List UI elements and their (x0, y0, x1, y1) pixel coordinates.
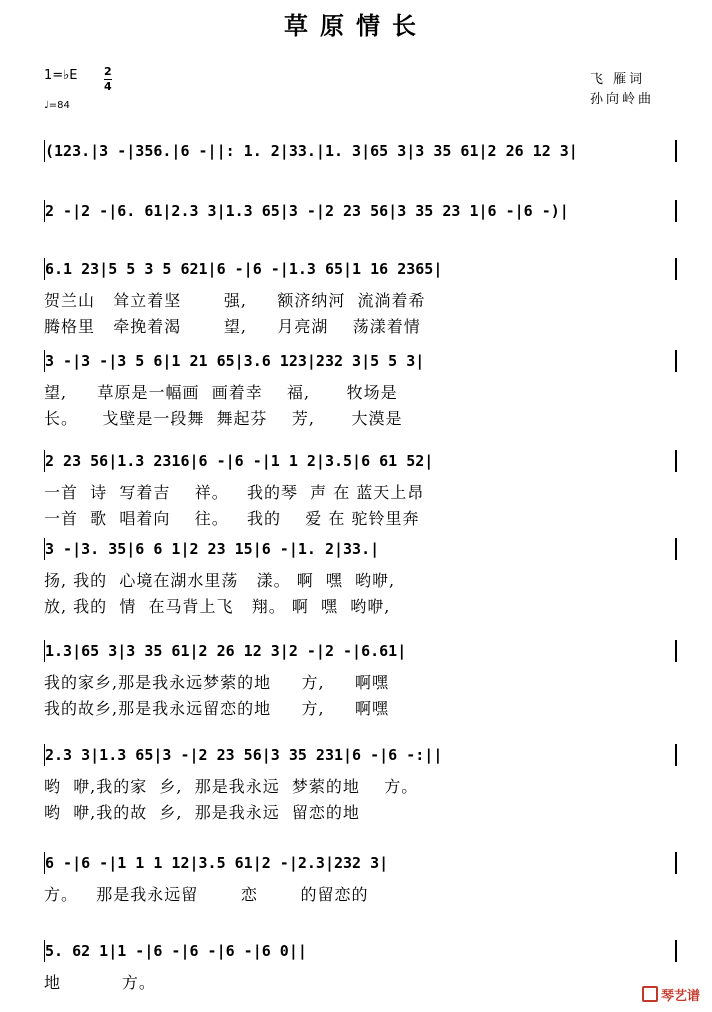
lyric-line: 贺兰山 耸立着坚 强, 额济纳河 流淌着希 (44, 291, 426, 310)
key-signature: 1=♭E (44, 68, 78, 83)
notation-line: 2 23 56|1.3 2316|6 -|6 -|1 1 2|3.5|6 61 52| (44, 450, 677, 472)
song-title: 草原情长 (284, 11, 428, 40)
notation-line: 6 -|6 -|1 1 1 12|3.5 61|2 -|2.3|232 3| (44, 852, 677, 874)
lyric-line: 方。 那是我永远留 恋 的留恋的 (44, 885, 369, 904)
brand-label: 琴艺谱 (660, 989, 700, 1004)
notation-line: 6.1 23|5 5 3 5 621|6 -|6 -|1.3 65|1 16 2365| (44, 258, 677, 280)
lyric-line: 地 方。 (44, 973, 156, 992)
notation-line: 2.3 3|1.3 65|3 -|2 23 56|3 35 231|6 -|6 -:|| (44, 744, 677, 766)
lyric-line: 一首 歌 唱着向 往。 我的 爱 在 驼铃里奔 (44, 509, 420, 528)
lyric-line: 放, 我的 情 在马背上飞 翔。 啊 嘿 哟咿, (44, 597, 391, 616)
meter-bottom: 4 (104, 80, 112, 93)
lyric-line: 望, 草原是一幅画 画着幸 福, 牧场是 (44, 383, 398, 402)
notation-line: 3 -|3. 35|6 6 1|2 23 15|6 -|1. 2|33.| (44, 538, 677, 560)
lyric-line: 哟 咿,我的家 乡, 那是我永远 梦萦的地 方。 (44, 777, 419, 796)
lyricist-credit: 飞 雁词 (590, 72, 646, 87)
lyric-line: 扬, 我的 心境在湖水里荡 漾。 啊 嘿 哟咿, (44, 571, 396, 590)
logo-icon (642, 986, 658, 1002)
notation-line: 1.3|65 3|3 35 61|2 26 12 3|2 -|2 -|6.61| (44, 640, 677, 662)
brand-watermark (642, 985, 700, 1004)
time-signature (104, 66, 112, 93)
meter-top: 2 (104, 65, 112, 78)
lyric-line: 哟 咿,我的故 乡, 那是我永远 留恋的地 (44, 803, 360, 822)
composer-credit: 孙向岭曲 (590, 92, 655, 107)
notation-line: 5. 62 1|1 -|6 -|6 -|6 -|6 0|| (44, 940, 677, 962)
notation-line: 2 -|2 -|6. 61|2.3 3|1.3 65|3 -|2 23 56|3 35 23 1|6 -|6 -)| (44, 200, 677, 222)
tempo-marking: ♩=84 (44, 100, 70, 111)
lyric-line: 我的家乡,那是我永远梦萦的地 方, 啊嘿 (44, 673, 390, 692)
lyric-line: 我的故乡,那是我永远留恋的地 方, 啊嘿 (44, 699, 390, 718)
notation-line: (123.|3 -|356.|6 -||: 1. 2|33.|1. 3|65 3|3 35 61|2 26 12 3| (44, 140, 677, 162)
lyric-line: 腾格里 牵挽着渴 望, 月亮湖 荡漾着情 (44, 317, 421, 336)
notation-line: 3 -|3 -|3 5 6|1 21 65|3.6 123|232 3|5 5 3| (44, 350, 677, 372)
lyric-line: 一首 诗 写着吉 祥。 我的琴 声 在 蓝天上昂 (44, 483, 425, 502)
lyric-line: 长。 戈壁是一段舞 舞起芬 芳, 大漠是 (44, 409, 403, 428)
